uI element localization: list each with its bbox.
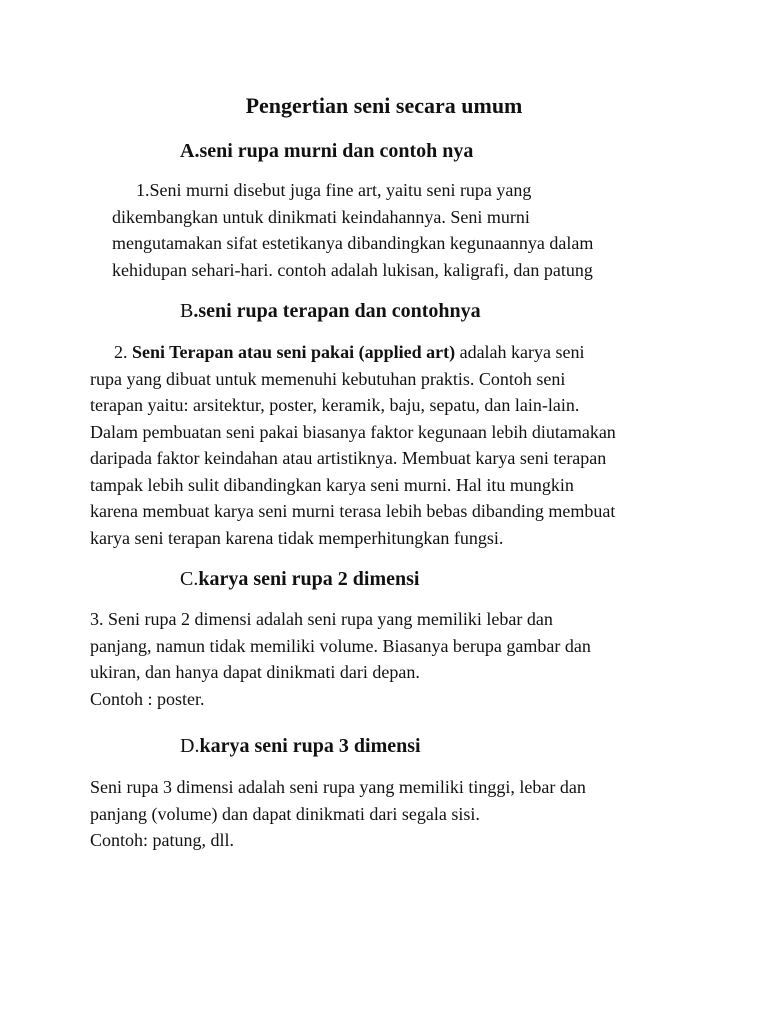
heading-text: .seni rupa terapan dan contohnya [193, 300, 481, 322]
paragraph-line: panjang, namun tidak memiliki volume. Biasanya berupa gambar dan [90, 635, 591, 656]
heading-seni-rupa-murni: A.seni rupa murni dan contoh nya [180, 140, 474, 162]
paragraph-line: karena membuat karya seni murni terasa lebih bebas dibanding membuat [90, 501, 616, 521]
paragraph-line: Contoh: patung, dll. [90, 830, 234, 850]
paragraph-line: terapan yaitu: arsitektur, poster, keramik, baju, sepatu, dan lain-lain. [90, 395, 580, 415]
paragraph-line: Contoh : poster. [90, 688, 205, 709]
paragraph-line: 1.Seni murni disebut juga fine art, yaitu seni rupa yang [136, 180, 532, 200]
paragraph-line: mengutamakan sifat estetikanya dibandingkan kegunaannya dalam [112, 233, 594, 253]
paragraph-first-line [90, 339, 616, 366]
paragraph-line: panjang (volume) dan dapat dinikmati dari segala sisi. [90, 803, 480, 824]
paragraph-line: karya seni terapan karena tidak memperhitungkan fungsi. [90, 527, 504, 548]
heading-seni-rupa-terapan [180, 298, 481, 324]
heading-letter: B [180, 300, 194, 322]
paragraph-seni-rupa-terapan [90, 339, 616, 551]
paragraph-line: 3. Seni rupa 2 dimensi adalah seni rupa yang memiliki lebar dan [90, 609, 553, 629]
heading-seni-rupa-2-dimensi [180, 566, 420, 592]
heading-text: karya seni rupa 3 dimensi [199, 735, 421, 757]
heading-letter: C. [180, 568, 199, 590]
paragraph-line: Dalam pembuatan seni pakai biasanya faktor kegunaan lebih diutamakan [90, 421, 616, 442]
paragraph-line: tampak lebih sulit dibandingkan karya seni murni. Hal itu mungkin [90, 474, 574, 495]
paragraph-line: rupa yang dibuat untuk memenuhi kebutuhan praktis. Contoh seni [90, 368, 566, 389]
paragraph-seni-rupa-3-dimensi [90, 774, 586, 854]
heading-letter: D. [180, 735, 200, 757]
document-title: Pengertian seni secara umum [245, 93, 523, 118]
paragraph-line: ukiran, dan hanya dapat dinikmati dari depan. [90, 662, 420, 682]
heading-text: karya seni rupa 2 dimensi [198, 568, 420, 590]
paragraph-line: kehidupan sehari-hari. contoh adalah lukisan, kaligrafi, dan patung [112, 259, 593, 280]
heading-seni-rupa-3-dimensi [180, 733, 421, 759]
line-rest: adalah karya seni [455, 342, 585, 362]
bold-term: Seni Terapan atau seni pakai (applied art) [132, 342, 456, 362]
paragraph-line: Seni rupa 3 dimensi adalah seni rupa yang memiliki tinggi, lebar dan [90, 777, 586, 797]
paragraph-line: daripada faktor keindahan atau artistiknya. Membuat karya seni terapan [90, 448, 607, 468]
paragraph-line: dikembangkan untuk dinikmati keindahannya. Seni murni [112, 206, 530, 227]
paragraph-seni-rupa-2-dimensi [90, 606, 591, 712]
paragraph-seni-rupa-murni [112, 177, 593, 283]
list-number: 2. [114, 342, 132, 362]
